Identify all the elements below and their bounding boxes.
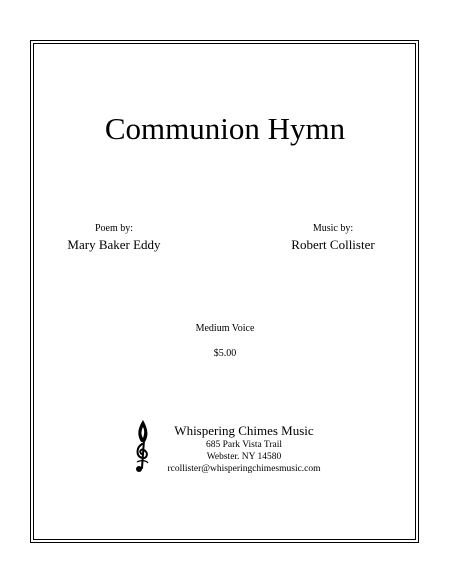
poem-credit — [56, 222, 172, 253]
publisher-address-line2: Webster. NY 14580 — [206, 452, 282, 462]
price: $5.00 — [213, 348, 237, 359]
hymn-title: Communion Hymn — [104, 111, 346, 146]
voice-edition: Medium Voice — [195, 323, 255, 334]
poem-caption: Poem by: — [94, 223, 134, 234]
publisher-address-line1: 685 Park Vista Trail — [205, 440, 283, 450]
music-composer: Robert Collister — [291, 237, 375, 252]
publisher-email: rcollister@whisperingchimesmusic.com — [167, 464, 321, 474]
publisher-block — [164, 423, 324, 475]
music-caption: Music by: — [312, 223, 354, 234]
poem-author: Mary Baker Eddy — [67, 237, 161, 252]
publisher-name: Whispering Chimes Music — [174, 423, 314, 438]
treble-clef-logo-icon — [132, 418, 154, 476]
music-credit — [280, 222, 386, 253]
